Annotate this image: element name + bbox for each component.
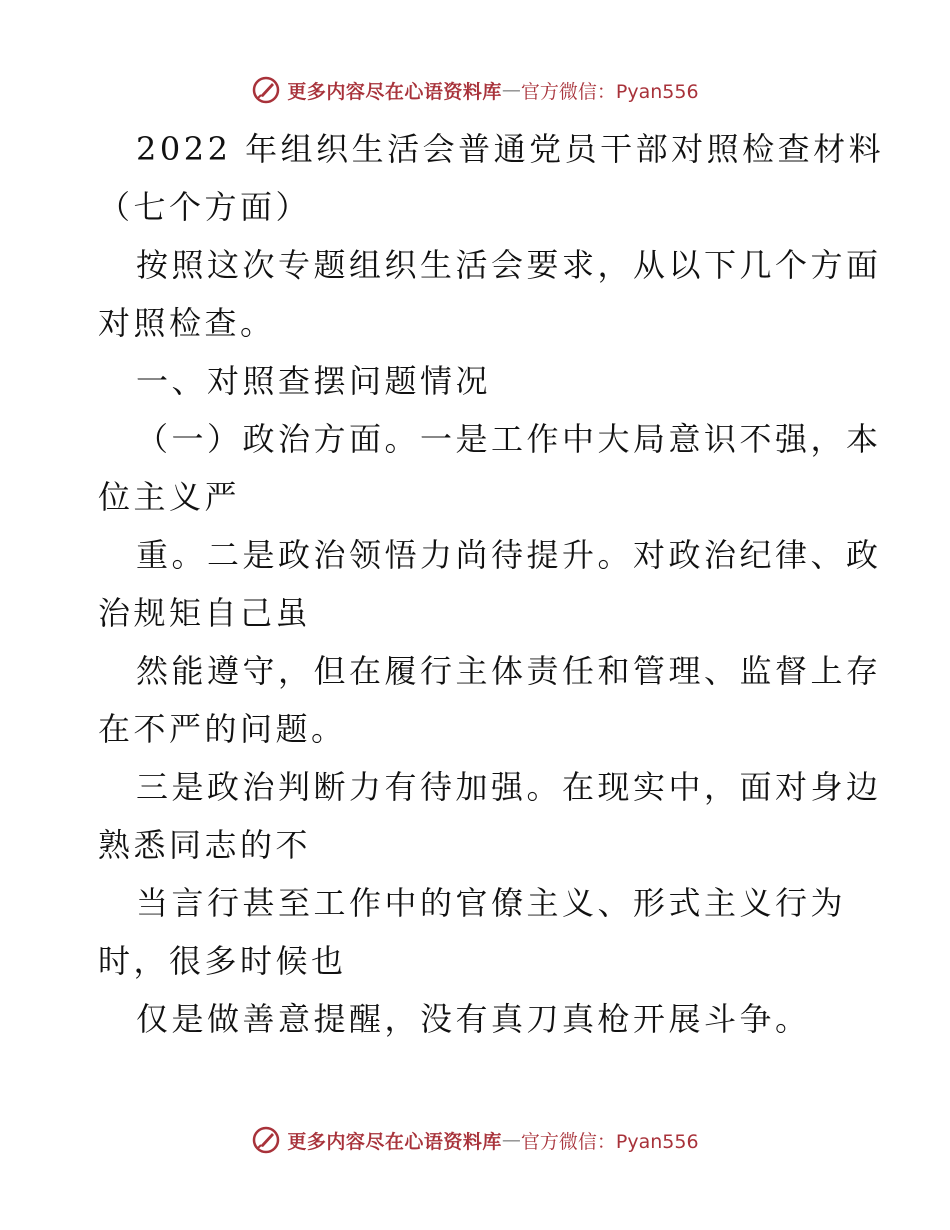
doc-line: 重。二是政治领悟力尚待提升。对政治纪律、政 [136, 536, 882, 574]
quill-circle-logo-icon [251, 75, 281, 105]
doc-line: 仅是做善意提醒，没有真刀真枪开展斗争。 [136, 1000, 811, 1038]
doc-line: 熟悉同志的不 [98, 826, 312, 864]
quill-circle-logo-icon [251, 1125, 281, 1155]
doc-line: 在不严的问题。 [98, 710, 347, 748]
banner-wechat: 官方微信：Pyan556 [520, 80, 699, 103]
doc-line: 治规矩自己虽 [98, 594, 312, 632]
doc-line: （一）政治方面。一是工作中大局意识不强，本 [136, 420, 882, 458]
doc-line: 2022 年组织生活会普通党员干部对照检查材料 [136, 130, 885, 168]
doc-line: 三是政治判断力有待加强。在现实中，面对身边 [136, 768, 882, 806]
banner-separator: — [501, 1129, 521, 1151]
doc-line: 当言行甚至工作中的官僚主义、形式主义行为 [136, 884, 847, 922]
header-banner [0, 70, 950, 110]
document-body [98, 120, 885, 1048]
banner-slogan: 更多内容尽在心语资料库 [287, 80, 502, 103]
doc-line: （七个方面） [98, 188, 312, 226]
doc-line: 时，很多时候也 [98, 942, 347, 980]
doc-line: 然能遵守，但在履行主体责任和管理、监督上存 [136, 652, 882, 690]
doc-line: 一、对照查摆问题情况 [136, 362, 492, 400]
banner-slogan: 更多内容尽在心语资料库 [287, 1130, 502, 1153]
banner-wechat: 官方微信：Pyan556 [520, 1130, 699, 1153]
footer-banner [0, 1120, 950, 1160]
doc-line: 按照这次专题组织生活会要求，从以下几个方面 [136, 246, 882, 284]
doc-line: 位主义严 [98, 478, 241, 516]
doc-line: 对照检查。 [98, 304, 276, 342]
banner-separator: — [501, 79, 521, 101]
